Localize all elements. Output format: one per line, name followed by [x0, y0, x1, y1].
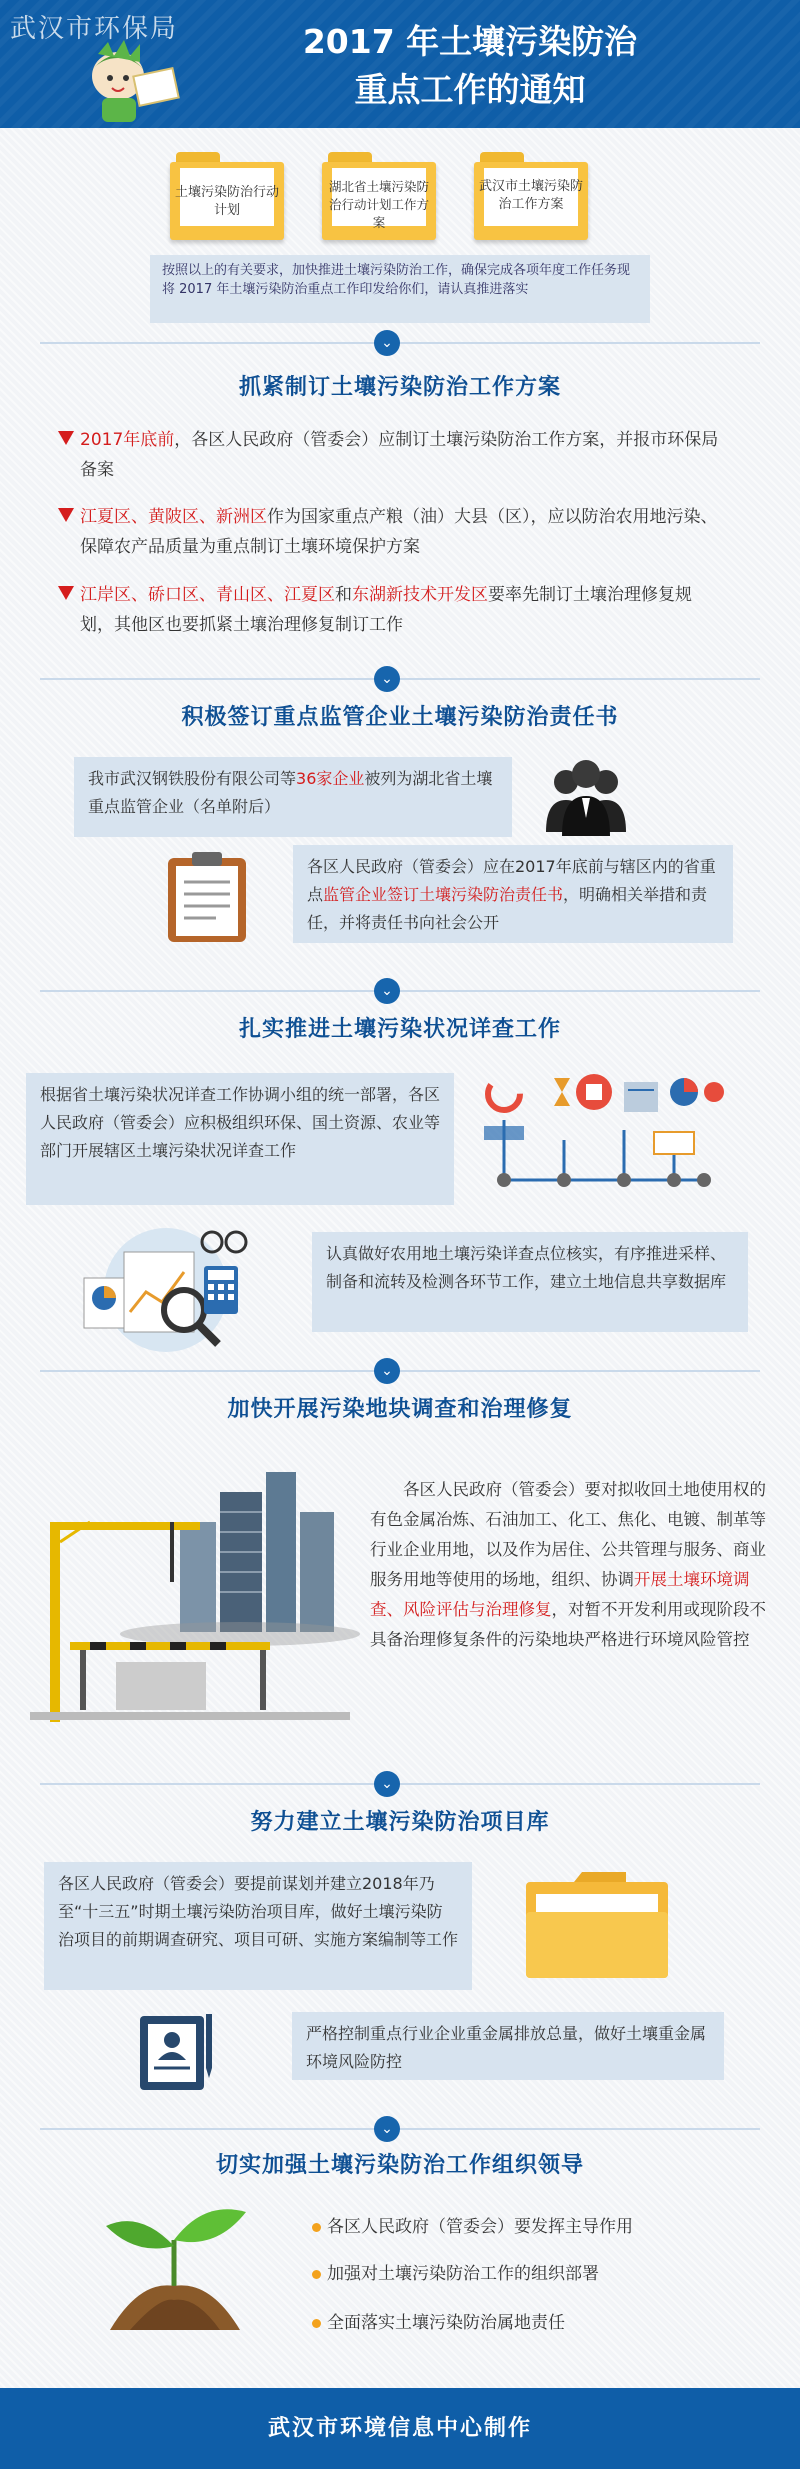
highlight-text: 2017年底前: [80, 430, 175, 450]
chevron-down-icon: ⌄: [374, 666, 400, 692]
title-line-1: 2017 年土壤污染防治: [302, 22, 638, 61]
intro-note: 按照以上的有关要求，加快推进土壤污染防治工作，确保完成各项年度工作任务现将 2017 年土壤污染防治重点工作印发给你们，请认真推进落实: [150, 255, 650, 323]
people-icon: [536, 752, 636, 842]
item-text: 作为国家重点产粮（油）大县（区），应以防治农用地污染、保障农产品质量为重点制订土壤环境保护方案: [80, 507, 718, 557]
red-triangle-icon: [58, 508, 74, 522]
highlight-text: 36家企业: [296, 769, 365, 788]
chevron-down-icon: ⌄: [374, 1358, 400, 1384]
section5-box-2: 严格控制重点行业企业重金属排放总量，做好土壤重金属环境风险防控: [292, 2012, 724, 2080]
red-triangle-icon: [58, 431, 74, 445]
folder-card-1: [170, 152, 284, 240]
bullet-dot-icon: [312, 2319, 321, 2328]
section2-box-2: [293, 845, 733, 943]
chevron-down-icon: ⌄: [374, 330, 400, 356]
section-divider-5: [40, 1783, 760, 1785]
clipboard-icon: [166, 852, 248, 944]
bullet-text: 全面落实土壤污染防治属地责任: [327, 2313, 565, 2333]
chevron-down-icon: ⌄: [374, 1771, 400, 1797]
folder-label-3: 武汉市土壤污染防治工作方案: [478, 179, 583, 212]
box-text: 被列为湖北省土壤重点监管企业（名单附后）: [88, 769, 493, 816]
bullet-dot-icon: [312, 2223, 321, 2232]
item-text: ，各区人民政府（管委会）应制订土壤污染防治工作方案，并报市环保局备案: [80, 430, 719, 480]
analytics-illustration: [84, 1222, 260, 1352]
highlight-text: 江岸区、硚口区、青山区、江夏区: [80, 585, 335, 605]
mascot-illustration: [78, 36, 188, 126]
paragraph-text: ，对暂不开发利用或现阶段不具备治理修复条件的污染地块严格进行环境风险管控: [370, 1600, 766, 1649]
bullet-text: 加强对土壤污染防治工作的组织部署: [327, 2264, 599, 2284]
section1-item-3: [80, 580, 720, 640]
bullet-item-1: [312, 2212, 633, 2242]
data-infographic-icon: [474, 1070, 730, 1200]
folder-label-1: 土壤污染防治行动计划: [174, 185, 279, 218]
highlight-text: 江夏区、黄陂区、新洲区: [80, 507, 267, 527]
section-title-3: 扎实推进土壤污染状况详查工作: [238, 1017, 561, 1042]
section-divider-4: [40, 1370, 760, 1372]
folder-label-2: 湖北省土壤污染防治行动计划工作方案: [328, 179, 429, 230]
section-title-6: 切实加强土壤污染防治工作组织领导: [215, 2153, 584, 2178]
section-divider-3: [40, 990, 760, 992]
section3-box-2: 认真做好农用地土壤污染详查点位核实，有序推进采样、制备和流转及检测各环节工作，建立土地信息共享数据库: [312, 1232, 748, 1332]
bullet-item-3: [312, 2308, 565, 2338]
section-title-5: 努力建立土壤污染防治项目库: [250, 1810, 550, 1835]
highlight-text: 监管企业签订土壤污染防治责任书: [323, 885, 564, 904]
section-title-4: 加快开展污染地块调查和治理修复: [227, 1397, 573, 1422]
folder-card-3: [474, 152, 588, 240]
title-line-2: 重点工作的通知: [354, 70, 586, 109]
page-title: [220, 18, 720, 114]
section1-item-2: [80, 502, 720, 562]
highlight-text: 东湖新技术开发区: [352, 585, 488, 605]
highlight-text: 开展土壤环境调查、风险评估与治理修复: [370, 1570, 750, 1619]
section3-box-1: 根据省土壤污染状况详查工作协调小组的统一部署，各区人民政府（管委会）应积极组织环保、国土资源、农业等部门开展辖区土壤污染状况详查工作: [26, 1073, 454, 1205]
construction-illustration: [30, 1462, 360, 1732]
folder-card-2: [322, 152, 436, 240]
chevron-down-icon: ⌄: [374, 2116, 400, 2142]
box-text: ，明确相关举措和责任，并将责任书向社会公开: [307, 885, 708, 932]
folder-icon: [526, 1872, 668, 1978]
section-divider-2: [40, 678, 760, 680]
red-triangle-icon: [58, 586, 74, 600]
section-title-1: 抓紧制订土壤污染防治工作方案: [238, 375, 561, 400]
section-title-2: 积极签订重点监管企业土壤污染防治责任书: [181, 705, 619, 730]
section-divider-6: [40, 2128, 760, 2130]
section5-box-1: 各区人民政府（管委会）要提前谋划并建立2018年乃至“十三五”时期土壤污染防治项目库，做好土壤污染防治项目的前期调查研究、项目可研、实施方案编制等工作: [44, 1862, 472, 1990]
section4-paragraph: [370, 1475, 778, 1655]
paragraph-text: 各区人民政府（管委会）要对拟收回土地使用权的有色金属冶炼、石油加工、化工、焦化、电镀、制革等行业企业用地，以及作为居住、公共管理与服务、商业服务用地等使用的场地，组织、协调: [370, 1480, 766, 1589]
seedling-illustration: [100, 2200, 250, 2340]
item-text: 要率先制订土壤治理修复规划，其他区也要抓紧土壤治理修复制订工作: [80, 585, 692, 635]
section-divider-1: [40, 342, 760, 344]
box-text: 各区人民政府（管委会）应在2017年底前与辖区内的省重点: [307, 857, 716, 904]
bullet-text: 各区人民政府（管委会）要发挥主导作用: [327, 2217, 633, 2237]
section2-box-1: [74, 757, 512, 837]
watermark: 武汉市环保局: [10, 14, 179, 44]
chevron-down-icon: ⌄: [374, 978, 400, 1004]
section1-item-1: [80, 425, 720, 485]
id-badge-icon: [134, 2010, 218, 2092]
box-text: 我市武汉钢铁股份有限公司等: [88, 769, 297, 788]
bullet-item-2: [312, 2259, 599, 2289]
bullet-dot-icon: [312, 2270, 321, 2279]
footer-credit: 武汉市环境信息中心制作: [267, 2416, 532, 2441]
item-text: 和: [335, 585, 352, 605]
